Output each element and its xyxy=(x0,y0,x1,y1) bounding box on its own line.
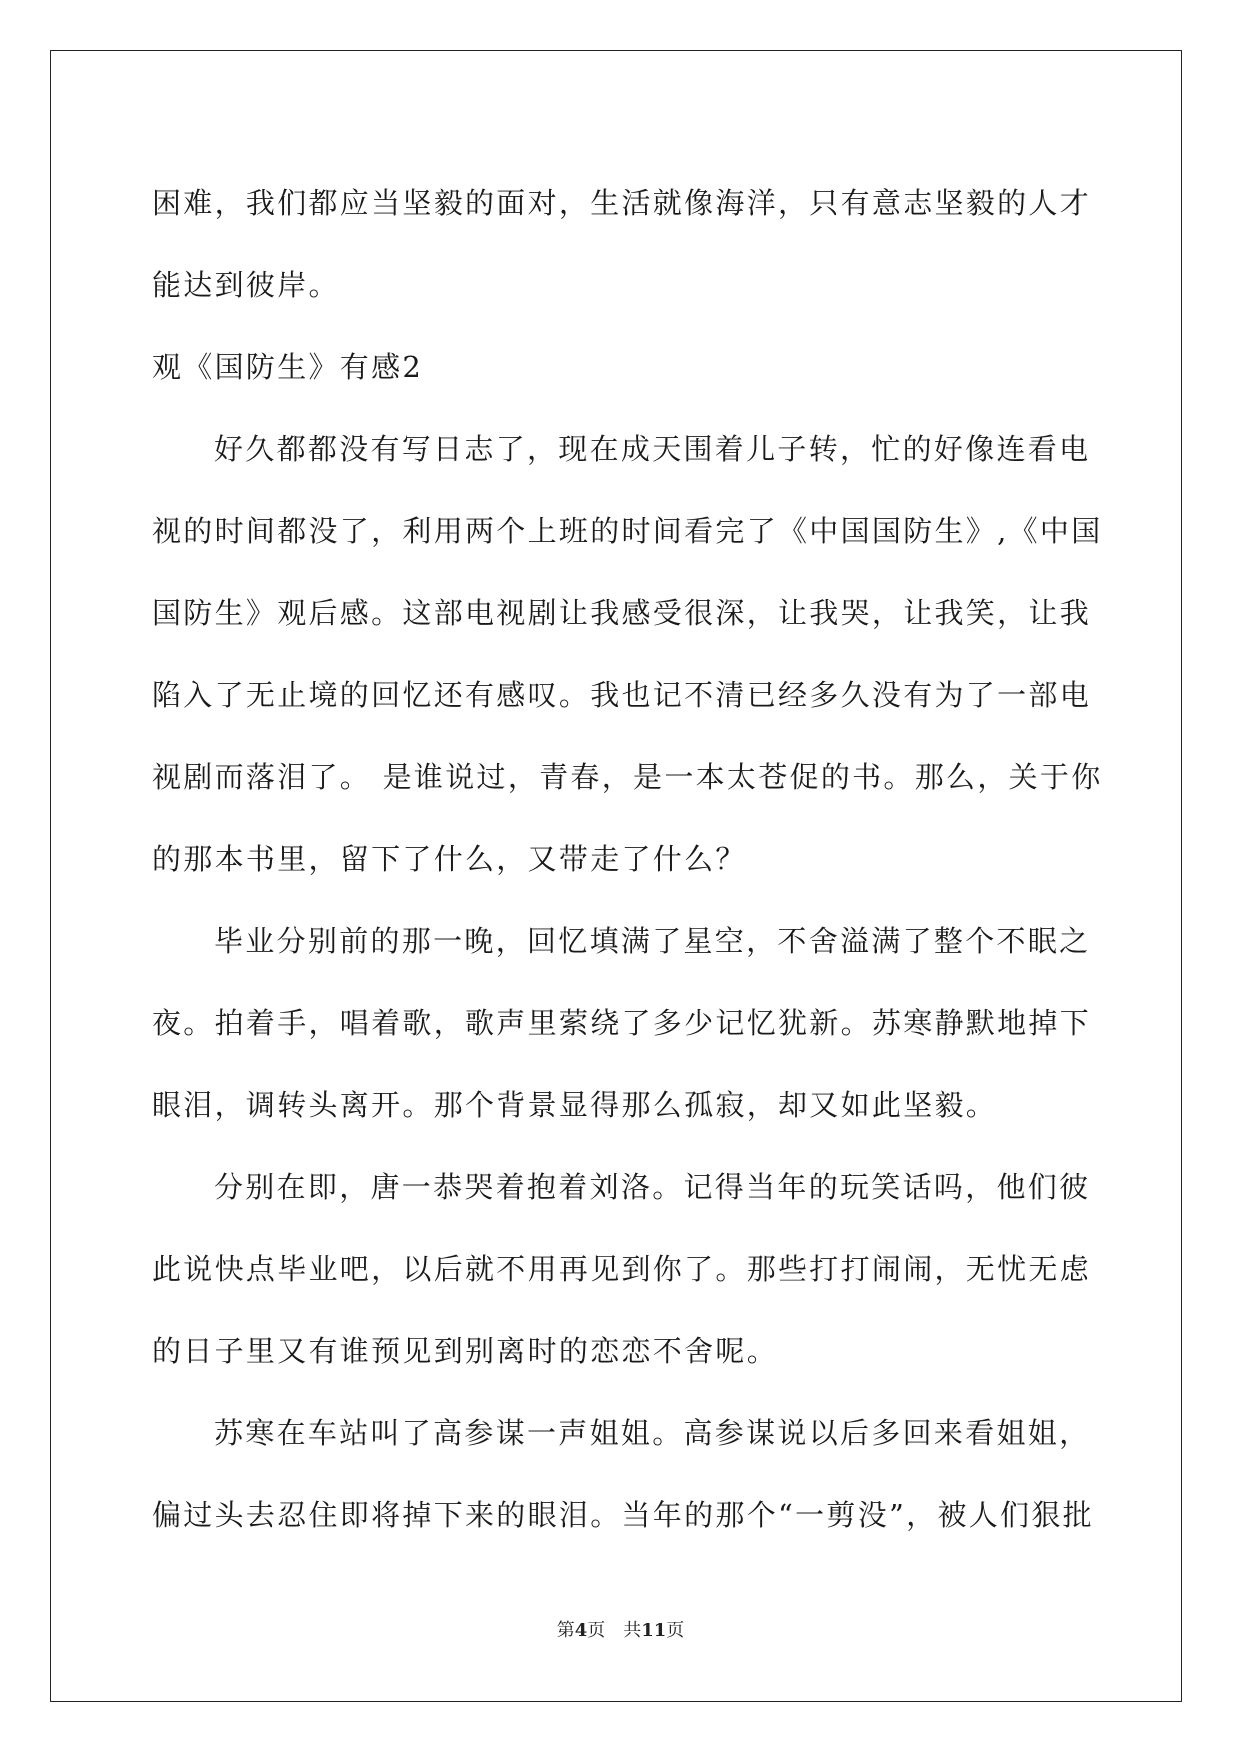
footer-total-prefix: 共 xyxy=(623,1620,642,1641)
section-heading: 观《国防生》有感2 xyxy=(152,350,424,384)
document-body xyxy=(152,162,1103,1556)
page-footer xyxy=(0,1616,1241,1642)
paragraph-start-line: 好久都都没有写日志了，现在成天围着儿子转，忙的好像连看电 xyxy=(214,432,1091,466)
paragraph-start-line: 苏寒在车站叫了高参谋一声姐姐。高参谋说以后多回来看姐姐， xyxy=(214,1416,1091,1450)
text-line: 此说快点毕业吧，以后就不用再见到你了。那些打打闹闹，无忧无虑 xyxy=(152,1252,1092,1286)
text-line: 的日子里又有谁预见到别离时的恋恋不舍呢。 xyxy=(152,1334,779,1368)
text-line: 的那本书里，留下了什么，又带走了什么？ xyxy=(152,842,747,876)
paragraph-start-line: 毕业分别前的那一晚，回忆填满了星空，不舍溢满了整个不眠之 xyxy=(214,924,1091,958)
text-line: 能达到彼岸。 xyxy=(152,268,340,302)
text-line: 夜。拍着手，唱着歌，歌声里萦绕了多少记忆犹新。苏寒静默地掉下 xyxy=(152,1006,1092,1040)
paragraph-start-line: 分别在即，唐一恭哭着抱着刘洛。记得当年的玩笑话吗，他们彼 xyxy=(214,1170,1091,1204)
text-line: 眼泪，调转头离开。那个背景显得那么孤寂，却又如此坚毅。 xyxy=(152,1088,998,1122)
current-page-number: 4 xyxy=(574,1620,588,1641)
text-line: 视的时间都没了，利用两个上班的时间看完了《中国国防生》,《中国 xyxy=(152,514,1103,548)
footer-prefix: 第 xyxy=(556,1620,575,1641)
footer-page-suffix: 页 xyxy=(587,1620,606,1641)
total-pages-number: 11 xyxy=(641,1620,667,1641)
text-line: 陷入了无止境的回忆还有感叹。我也记不清已经多久没有为了一部电 xyxy=(152,678,1092,712)
text-line: 困难，我们都应当坚毅的面对，生活就像海洋，只有意志坚毅的人才 xyxy=(152,186,1092,220)
text-line: 视剧而落泪了。 是谁说过，青春，是一本太苍促的书。那么，关于你 xyxy=(152,760,1103,794)
footer-total-suffix: 页 xyxy=(666,1620,685,1641)
text-line: 偏过头去忍住即将掉下来的眼泪。当年的那个“一剪没”，被人们狠批 xyxy=(152,1498,1094,1532)
text-line: 国防生》观后感。这部电视剧让我感受很深，让我哭，让我笑，让我 xyxy=(152,596,1092,630)
